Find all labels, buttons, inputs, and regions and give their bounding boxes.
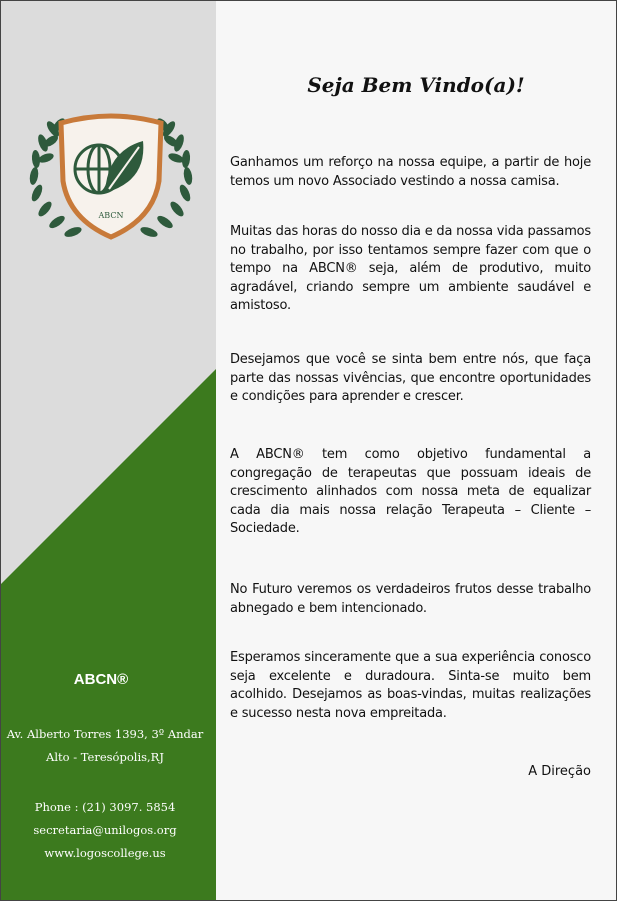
website-link[interactable]: www.logoscollege.us: [44, 846, 166, 860]
org-name: ABCN®: [73, 671, 129, 688]
address: [1, 723, 209, 769]
paragraph: Esperamos sinceramente que a sua experiência conosco seja excelente e duradoura. Sinta-se muito bem acolhido. Desejamos as boas-vindas, muitas realizações e sucesso nesta nova empreitada.: [230, 650, 591, 721]
logo-emblem-text: ABCN: [98, 211, 124, 220]
paragraph: Muitas das horas do nosso dia e da nossa vida passamos no trabalho, por isso tentamos sempre fazer com que o tempo na ABCN® seja, além de produtivo, muito agradável, criando sempre um ambiente saudável e amistoso.: [230, 224, 591, 313]
address-line-2: Alto - Teresópolis,RJ: [46, 750, 164, 764]
paragraph: Ganhamos um reforço na nossa equipe, a partir de hoje temos um novo Associado vestindo a nossa camisa.: [230, 155, 591, 189]
sidebar: [1, 1, 216, 900]
letter-body: [216, 1, 616, 900]
signature: A Direção: [528, 764, 591, 779]
address-line-1: Av. Alberto Torres 1393, 3º Andar: [6, 727, 204, 741]
paragraph: No Futuro veremos os verdadeiros frutos desse trabalho abnegado e bem intencionado.: [230, 582, 591, 616]
paragraph: A ABCN® tem como objetivo fundamental a congregação de terapeutas que possuam ideais de crescimento alinhados com nossa meta de equalizar cada dia mais nossa relação Terapeuta – Cliente – Sociedade.: [230, 447, 591, 536]
phone-number: Phone : (21) 3097. 5854: [34, 800, 176, 814]
email-link[interactable]: secretaria@unilogos.org: [33, 823, 177, 837]
abcn-logo: [23, 101, 199, 251]
paragraph: Desejamos que você se sinta bem entre nós, que faça parte das nossas vivências, que encontre oportunidades e condições para aprender e crescer.: [230, 352, 591, 404]
letter-title: Seja Bem Vindo(a)!: [307, 73, 525, 97]
contact-info: [1, 796, 209, 865]
